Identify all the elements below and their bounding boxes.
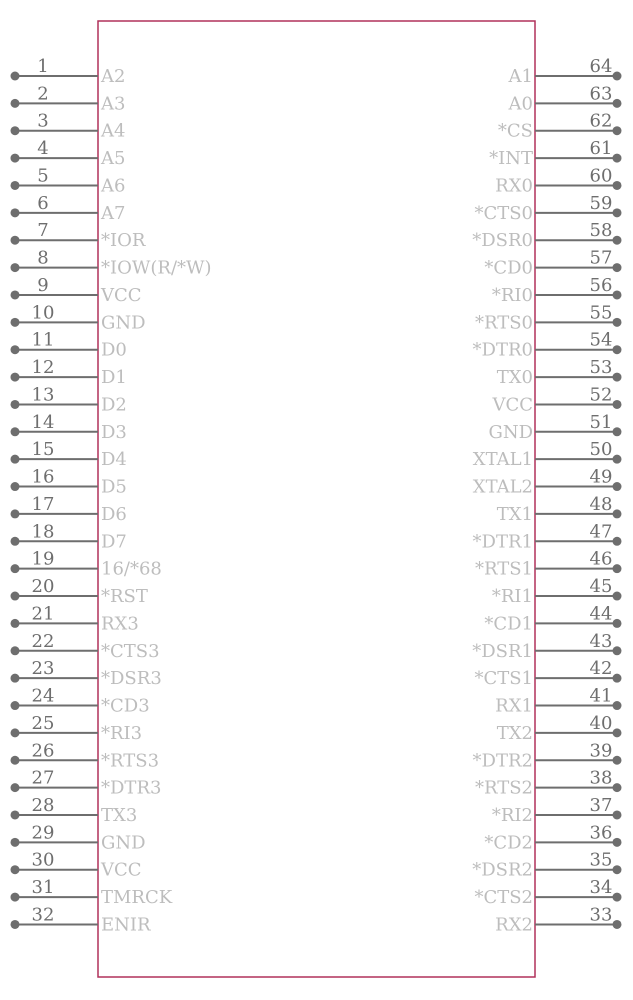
pin-label: *INT [489,148,533,170]
pin-number: 58 [589,220,613,242]
pin-58 [472,220,621,251]
pin-53 [497,357,622,388]
pin-label: VCC [492,394,533,416]
pin-terminal-dot [11,810,20,819]
pin-label: D0 [101,339,127,361]
pin-49 [473,467,622,498]
pin-number: 50 [589,439,613,461]
pin-terminal-dot [613,783,622,792]
pin-label: ENIR [101,914,151,936]
pin-number: 18 [31,521,55,543]
pin-terminal-dot [11,537,20,546]
pin-9 [11,275,142,306]
pin-number: 31 [31,877,55,899]
pin-terminal-dot [613,400,622,409]
pin-number: 17 [31,493,55,515]
pin-terminal-dot [613,674,622,683]
pin-label: A5 [101,148,126,170]
pin-label: A3 [101,93,126,115]
pin-label: *IOW(R/*W) [101,257,212,279]
pin-label: *RTS2 [474,777,533,799]
pin-number: 26 [31,740,55,762]
pin-terminal-dot [613,619,622,628]
pin-terminal-dot [613,72,622,81]
pin-22 [11,631,160,662]
pin-54 [473,330,622,361]
pin-terminal-dot [613,838,622,847]
pin-14 [11,412,127,443]
pin-label: *CTS3 [101,640,160,662]
pin-label: *DTR1 [472,531,533,553]
pin-label: *RTS3 [101,750,160,772]
pin-label: A7 [101,202,126,224]
right-pin-group [472,56,621,935]
pin-number: 48 [589,493,613,515]
pin-terminal-dot [11,701,20,710]
pin-63 [508,83,622,114]
pin-terminal-dot [613,537,622,546]
pin-terminal-dot [11,208,20,217]
pin-number: 60 [589,165,613,187]
pin-label: RX3 [101,613,139,635]
pin-label: *RST [101,586,148,608]
pin-terminal-dot [613,126,622,135]
pin-label: D6 [101,503,127,525]
pin-number: 28 [31,794,55,816]
pin-label: *CD2 [484,832,533,854]
pin-label: RX1 [495,695,533,717]
pin-number: 38 [589,767,613,789]
pin-terminal-dot [11,154,20,163]
pin-terminal-dot [613,509,622,518]
pin-label: GND [101,312,146,334]
pin-4 [11,138,126,169]
pin-label: *DTR0 [472,339,533,361]
pin-number: 21 [31,603,55,625]
pin-number: 2 [37,83,49,105]
pin-label: XTAL2 [472,476,533,498]
pin-37 [492,795,622,826]
pin-terminal-dot [11,455,20,464]
pin-number: 44 [589,603,613,625]
pin-41 [495,686,621,717]
pin-29 [11,822,146,853]
pin-31 [11,877,173,908]
pin-8 [11,248,212,279]
pin-18 [11,521,127,552]
pin-34 [474,877,621,908]
pin-number: 29 [31,822,55,844]
pin-terminal-dot [11,236,20,245]
pin-label: TX3 [101,804,138,826]
component-body [98,21,535,977]
pin-label: *CTS2 [474,887,533,909]
pin-number: 27 [31,767,55,789]
pin-terminal-dot [11,920,20,929]
pin-26 [11,740,160,771]
pin-10 [11,302,146,333]
pin-terminal-dot [11,126,20,135]
pin-number: 62 [589,110,613,132]
pin-11 [11,330,127,361]
pin-45 [492,576,622,607]
pin-52 [491,384,621,415]
pin-label: A6 [101,175,126,197]
pin-19 [11,549,162,580]
pin-terminal-dot [11,99,20,108]
pin-25 [11,713,143,744]
pin-terminal-dot [613,263,622,272]
pin-terminal-dot [613,181,622,190]
pin-59 [474,193,621,224]
pin-20 [11,576,148,607]
pin-35 [472,850,621,881]
pin-label: D5 [101,476,127,498]
pin-1 [11,56,126,87]
pin-number: 32 [31,904,55,926]
pin-terminal-dot [11,564,20,573]
pin-label: *DTR3 [101,777,162,799]
pin-label: RX0 [495,175,533,197]
pin-33 [495,904,621,935]
pin-7 [11,220,146,251]
pin-number: 9 [37,274,49,296]
pin-terminal-dot [613,236,622,245]
pin-number: 63 [589,83,613,105]
pin-label: A4 [101,120,126,142]
pin-label: VCC [101,859,142,881]
pin-terminal-dot [613,810,622,819]
pin-label: D1 [101,367,127,389]
pin-number: 11 [31,329,55,351]
pin-number: 61 [589,138,613,160]
pin-terminal-dot [613,154,622,163]
pin-number: 14 [31,411,55,433]
pin-number: 22 [31,630,55,652]
pin-terminal-dot [11,674,20,683]
pin-number: 20 [31,576,55,598]
pin-38 [475,768,622,799]
pin-label: GND [101,832,146,854]
pin-21 [11,603,139,634]
pin-44 [484,603,621,634]
pin-15 [11,439,127,470]
pin-terminal-dot [613,318,622,327]
pin-label: *DSR1 [472,640,533,662]
pin-terminal-dot [613,592,622,601]
pin-number: 8 [37,247,49,269]
pin-6 [11,193,126,224]
pin-number: 24 [31,685,55,707]
pin-terminal-dot [613,701,622,710]
pin-number: 56 [589,274,613,296]
pin-label: *CTS1 [474,668,533,690]
pin-57 [484,248,621,279]
pin-terminal-dot [11,592,20,601]
pin-number: 25 [31,712,55,734]
pin-number: 39 [589,740,613,762]
pin-number: 43 [589,630,613,652]
pin-number: 7 [37,220,49,242]
pin-terminal-dot [11,72,20,81]
pin-terminal-dot [613,865,622,874]
pin-56 [492,275,622,306]
pin-terminal-dot [613,345,622,354]
pin-label: *CD1 [484,613,533,635]
pin-label: *CD3 [101,695,150,717]
pin-27 [11,768,162,799]
pin-label: *RI1 [491,586,533,608]
pin-number: 53 [589,357,613,379]
pin-terminal-dot [11,345,20,354]
pin-terminal-dot [11,482,20,491]
pin-43 [472,631,621,662]
pin-number: 55 [589,302,613,324]
pin-terminal-dot [11,756,20,765]
pin-3 [11,111,126,142]
pin-terminal-dot [11,728,20,737]
pin-13 [11,384,127,415]
pin-terminal-dot [613,646,622,655]
pin-terminal-dot [613,728,622,737]
pin-5 [11,165,126,196]
pin-number: 41 [589,685,613,707]
pin-60 [495,165,621,196]
pin-terminal-dot [11,427,20,436]
pin-number: 23 [31,658,55,680]
pin-61 [489,138,621,169]
pin-label: *CTS0 [474,202,533,224]
pin-17 [11,494,127,525]
pin-terminal-dot [613,920,622,929]
pin-terminal-dot [613,893,622,902]
pin-label: *DSR0 [472,230,533,252]
pin-label: D7 [101,531,127,553]
pin-51 [488,412,621,443]
pin-62 [498,111,622,142]
pin-terminal-dot [11,263,20,272]
pin-terminal-dot [613,756,622,765]
pin-terminal-dot [11,181,20,190]
pin-label: D3 [101,421,127,443]
pin-39 [473,740,622,771]
pin-number: 64 [589,56,613,77]
pin-terminal-dot [613,99,622,108]
pin-label: A2 [101,66,126,87]
pin-label: *DTR2 [472,750,533,772]
pin-number: 10 [31,302,55,324]
pin-number: 5 [37,165,49,187]
pin-label: A1 [508,66,533,87]
pin-number: 33 [589,904,613,926]
pin-label: TX2 [496,722,533,744]
pin-terminal-dot [613,208,622,217]
pin-number: 6 [37,192,49,214]
pin-label: *RI2 [491,804,533,826]
pin-number: 57 [589,247,613,269]
pin-label: *RI0 [491,284,533,306]
pin-32 [11,904,152,935]
pin-terminal-dot [613,373,622,382]
pin-number: 4 [37,138,49,160]
pin-label: TX0 [496,367,533,389]
pin-label: *RTS1 [474,558,533,580]
pin-number: 34 [589,877,613,899]
pin-number: 1 [37,56,49,77]
pin-label: *RI3 [101,722,143,744]
pin-terminal-dot [11,318,20,327]
pin-label: TMRCK [101,887,173,909]
pin-number: 40 [589,712,613,734]
pin-42 [474,658,621,689]
pin-number: 47 [589,521,613,543]
pin-28 [11,795,138,826]
pin-number: 35 [589,849,613,871]
pin-label: 16/*68 [101,558,162,580]
left-pin-group [11,56,212,935]
pin-terminal-dot [11,400,20,409]
pin-40 [497,713,622,744]
pin-23 [11,658,162,689]
pin-number: 15 [31,439,55,461]
pin-number: 13 [31,384,55,406]
pin-terminal-dot [11,290,20,299]
pin-terminal-dot [613,290,622,299]
pin-label: D4 [101,449,127,471]
pin-36 [484,822,621,853]
pin-label: TX1 [496,503,533,525]
pin-number: 19 [31,548,55,570]
pin-terminal-dot [11,619,20,628]
pin-number: 36 [589,822,613,844]
pin-number: 45 [589,576,613,598]
pin-terminal-dot [613,482,622,491]
pin-label: *CD0 [484,257,533,279]
pin-48 [497,494,622,525]
pin-label: *CS [497,120,533,142]
pin-12 [11,357,127,388]
pin-terminal-dot [11,838,20,847]
pin-2 [11,83,126,114]
pin-number: 12 [31,357,55,379]
pin-terminal-dot [11,893,20,902]
pin-label: *RTS0 [474,312,533,334]
pin-number: 49 [589,466,613,488]
pin-number: 3 [37,110,49,132]
pin-50 [473,439,622,470]
pin-label: GND [488,421,533,443]
pin-46 [475,549,622,580]
pin-number: 59 [589,192,613,214]
pin-label: *DSR3 [101,668,162,690]
pin-terminal-dot [11,865,20,874]
pin-label: A0 [508,93,533,115]
pin-terminal-dot [11,783,20,792]
pin-55 [475,302,622,333]
pin-label: RX2 [495,914,533,936]
pin-number: 37 [589,794,613,816]
pin-label: *IOR [101,230,146,252]
pin-number: 54 [589,329,613,351]
pin-terminal-dot [613,564,622,573]
pin-terminal-dot [11,373,20,382]
pin-number: 42 [589,658,613,680]
pin-64 [508,56,622,87]
pin-number: 52 [589,384,613,406]
pin-label: VCC [101,284,142,306]
pin-label: D2 [101,394,127,416]
pin-terminal-dot [11,509,20,518]
pin-number: 46 [589,548,613,570]
pin-number: 51 [589,411,613,433]
pin-24 [11,686,150,717]
pin-number: 16 [31,466,55,488]
pin-label: XTAL1 [472,449,533,471]
pin-number: 30 [31,849,55,871]
pin-47 [473,521,622,552]
pin-30 [11,850,142,881]
pin-terminal-dot [613,427,622,436]
pin-terminal-dot [613,455,622,464]
pin-terminal-dot [11,646,20,655]
pin-16 [11,467,127,498]
pin-label: *DSR2 [472,859,533,881]
